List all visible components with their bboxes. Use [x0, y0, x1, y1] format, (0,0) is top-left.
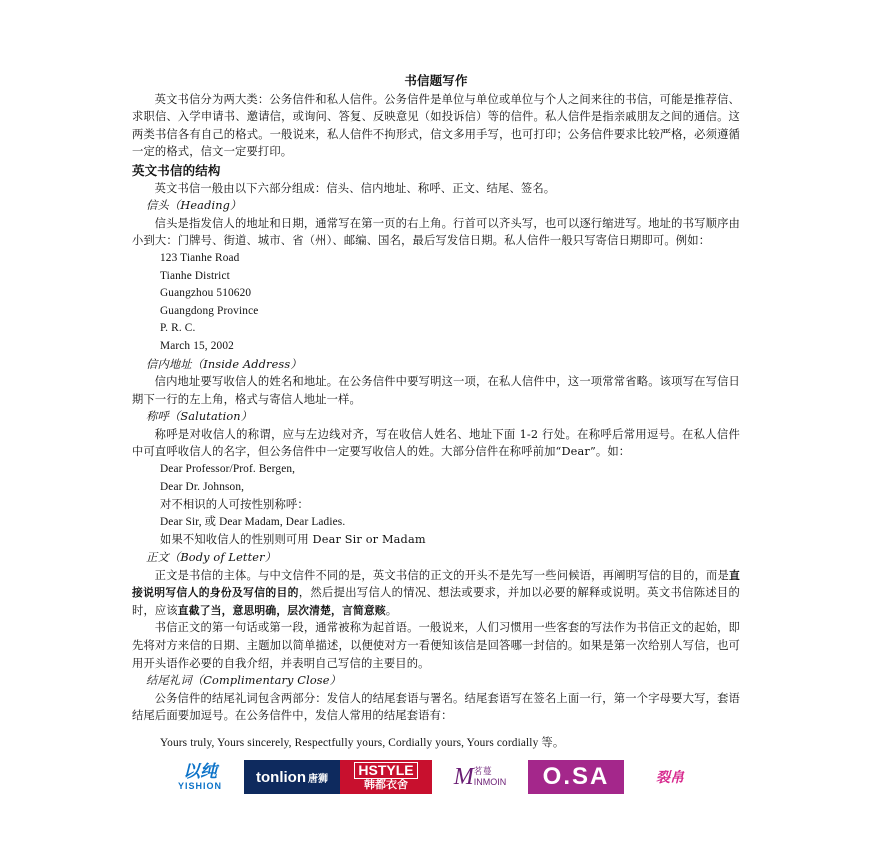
section-label-closing: 结尾礼词（Complimentary Close）	[146, 674, 342, 688]
salutation-example: Dear Professor/Prof. Bergen,	[160, 463, 296, 476]
brand-logo-strip	[160, 760, 720, 794]
example-address-line: P. R. C.	[160, 322, 196, 335]
heading-paragraph: 信头是指发信人的地址和日期，通常写在第一页的右上角。行首可以齐头写，也可以逐行缩进写。地址的书写顺序由小到大：门牌号、街道、城市、省（州）、邮编、国名，最后写发信日期。私人信件一般只写寄信日期即可。例如：	[132, 216, 740, 248]
section-label-salutation: 称呼（Salutation）	[146, 410, 253, 424]
example-address-line: Guangzhou 510620	[160, 287, 252, 300]
tonlion-logo: tonlion 唐狮	[244, 760, 340, 794]
salutation-paragraph: 称呼是对收信人的称谓，应与左边线对齐，写在收信人姓名、地址下面 1-2 行处。在称呼后常用逗号。在私人信件中可直呼收信人的名字，但公务信件中一定要写收信人的姓。大部分信件在称呼前加“Dear”。如：	[132, 427, 740, 459]
inside-address-paragraph: 信内地址要写收信人的姓名和地址。在公务信件中要写明这一项，在私人信件中，这一项常常省略。该项写在写信日期下一行的左上角，格式与寄信人地址一样。	[132, 375, 740, 406]
hstyle-logo: HSTYLE 韩都衣舍	[340, 760, 432, 794]
example-address-line: 123 Tianhe Road	[160, 251, 240, 264]
salutation-note: 如果不知收信人的性别则可用 Dear Sir or Madam	[160, 533, 426, 547]
salutation-note: 对不相识的人可按性别称呼：	[160, 498, 309, 512]
emphasis-text: 直接说明写信人的身份及写信的目的	[132, 568, 740, 600]
page-title: 书信题写作	[404, 73, 468, 88]
section-label-heading: 信头（Heading）	[146, 199, 242, 213]
closing-examples: Yours truly, Yours sincerely, Respectfully yours, Cordially yours, Yours cordially 等。	[160, 736, 565, 749]
emphasis-text: 直截了当，意思明确，层次清楚，言简意赅	[177, 603, 386, 617]
body-paragraph-2: 书信正文的第一句话或第一段，通常被称为起首语。一般说来，人们习惯用一些客套的写法作为书信正文的起始，即先将对方来信的日期、主题加以简单描述，以便使对方一看便知该信是回答哪一封信的。如果是第一次给别人写信，也可用开头语作必要的自我介绍，并表明自己写信的主要目的。	[132, 621, 740, 670]
closing-paragraph: 公务信件的结尾礼词包含两部分：发信人的结尾套语与署名。结尾套语写在签名上面一行，第一个字母要大写，套语结尾后面要加逗号。在公务信件中，发信人常用的结尾套语有：	[132, 691, 740, 723]
intro-paragraph: 英文书信分为两大类：公务信件和私人信件。公务信件是单位与单位或单位与个人之间来往的书信，可能是推荐信、求职信、入学申请书、邀请信，或询问、答复、反映意见（如投诉信）等的信件。私人信件是指亲戚朋友之间的通信。这两类书信各有自己的格式。一般说来，私人信件不拘形式，信文多用手写，也可打印；公务信件要求比较严格，必须遵循一定的格式，信文一定要打印。	[132, 92, 740, 159]
section-label-inside-address: 信内地址（Inside Address）	[146, 357, 302, 371]
structure-intro: 英文书信一般由以下六部分组成：信头、信内地址、称呼、正文、结尾、签名。	[154, 181, 556, 195]
structure-heading: 英文书信的结构	[132, 162, 221, 178]
liebo-logo: 裂帛	[656, 769, 684, 785]
section-label-body: 正文（Body of Letter）	[146, 551, 277, 565]
osa-logo: O.SA	[528, 760, 624, 794]
example-address-line: Tianhe District	[160, 269, 230, 282]
minmin-logo: M 茗蔓 INMOIN	[453, 763, 507, 790]
body-paragraph-1: 正文是书信的主体。与中文信件不同的是，英文书信的正文的开头不是先写一些问候语，再阐明写信的目的，而是直接说明写信人的身份及写信的目的，然后提出写信人的情况、想法或要求，并加以必要的解释或说明。英文书信陈述目的时，应该直截了当，意思明确，层次清楚，言简意赅。	[132, 568, 740, 617]
document-body	[132, 72, 740, 753]
example-date-line: March 15, 2002	[160, 339, 234, 352]
example-address-line: Guangdong Province	[160, 304, 259, 317]
salutation-example: Dear Dr. Johnson,	[160, 480, 245, 493]
salutation-example: Dear Sir, 或 Dear Madam, Dear Ladies.	[160, 515, 346, 528]
yishion-logo: 以纯 YISHION	[177, 762, 222, 791]
